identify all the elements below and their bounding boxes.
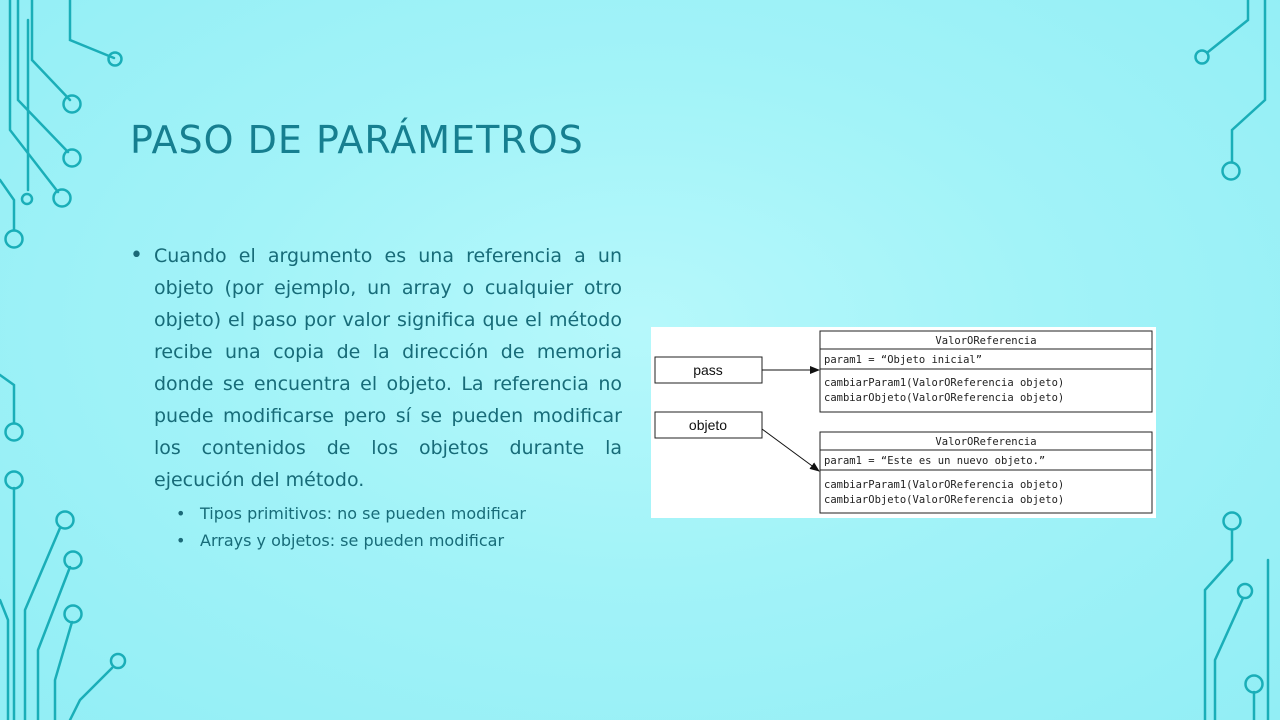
class-name: ValorOReferencia <box>935 335 1037 347</box>
main-bullet-text: Cuando el argumento es una referencia a un objeto (por ejemplo, un array o cualquier otro objeto) el paso por valor significa que el método recibe una copia de la dirección de memoria donde se encuentra el objeto. La referencia no puede modificarse pero sí se pueden modificar los contenidos de los objetos durante la ejecución del método. <box>154 245 622 491</box>
class-method: cambiarParam1(ValorOReferencia objeto) <box>824 479 1065 491</box>
class-method: cambiarObjeto(ValorOReferencia objeto) <box>824 494 1065 506</box>
main-bullet <box>130 240 622 496</box>
class-attribute: param1 = “Objeto inicial” <box>824 354 983 366</box>
class-attribute: param1 = “Este es un nuevo objeto.” <box>824 455 1046 467</box>
sub-bullet-objects <box>176 527 622 554</box>
slide-title: PASO DE PARÁMETROS <box>130 118 584 162</box>
reference-arrow <box>762 429 819 471</box>
sub-bullet-primitives <box>176 500 622 527</box>
sub-bullet-list <box>176 500 622 554</box>
variable-box-objeto <box>655 412 762 438</box>
class-method: cambiarParam1(ValorOReferencia objeto) <box>824 377 1065 389</box>
reference-diagram <box>651 327 1156 518</box>
sub-bullet-text: Tipos primitivos: no se pueden modificar <box>200 504 526 523</box>
class-box-original <box>820 331 1152 412</box>
variable-box-pass <box>655 357 762 383</box>
bullet-icon: • <box>130 243 143 268</box>
sub-bullet-text: Arrays y objetos: se pueden modificar <box>200 531 505 550</box>
variable-label: objeto <box>688 417 728 433</box>
class-name: ValorOReferencia <box>935 436 1037 448</box>
bullet-icon: • <box>176 504 186 523</box>
slide-content <box>130 240 622 554</box>
bullet-icon: • <box>176 531 186 550</box>
class-box-new <box>820 432 1152 513</box>
class-method: cambiarObjeto(ValorOReferencia objeto) <box>824 392 1065 404</box>
variable-label: pass <box>693 362 723 378</box>
